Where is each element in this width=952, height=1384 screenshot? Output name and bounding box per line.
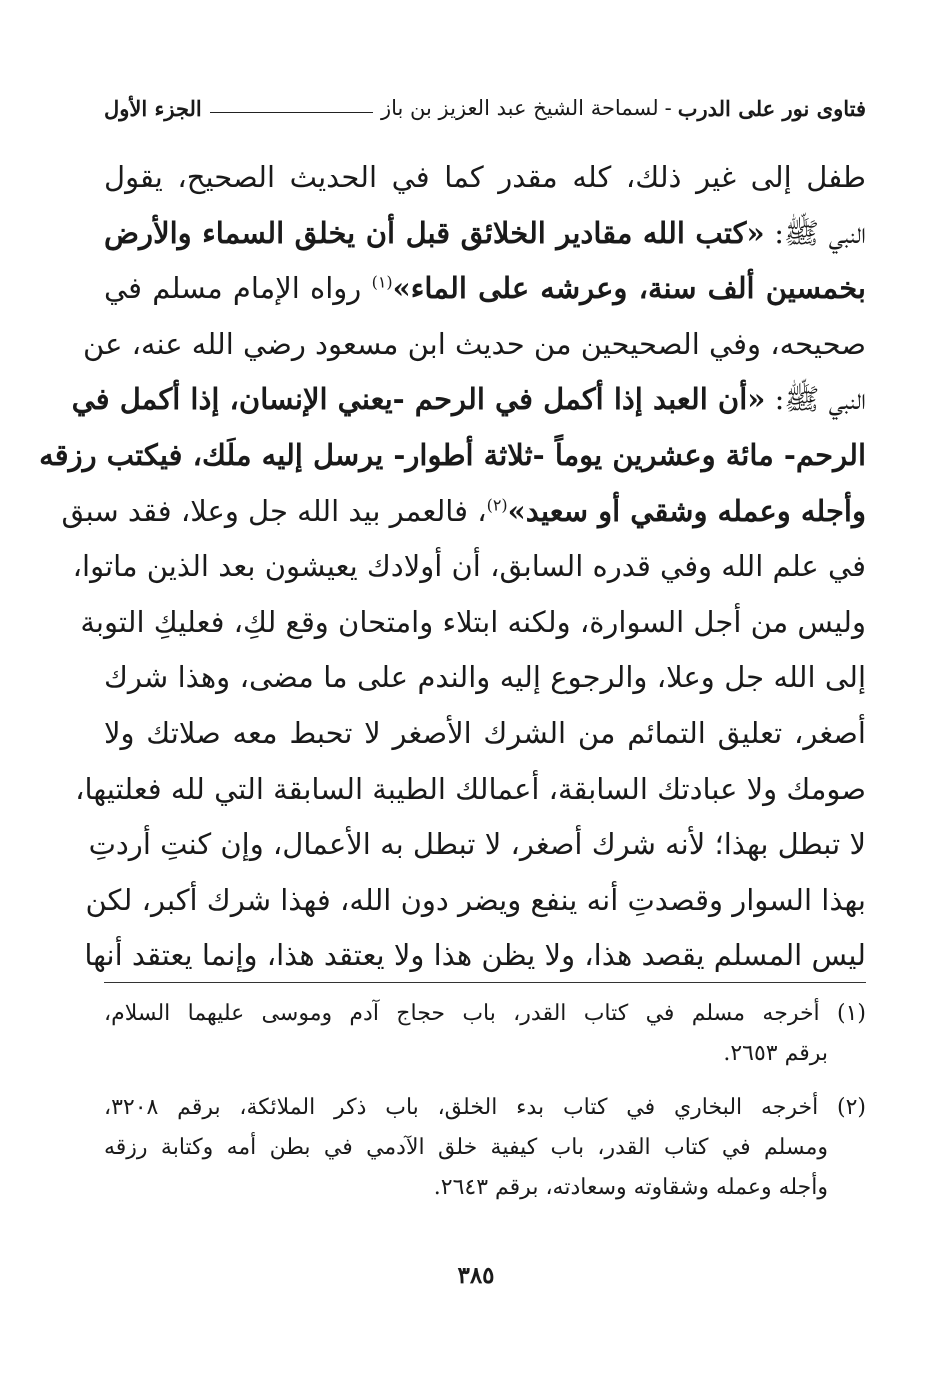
text-segment: وليس من أجل السوارة، ولكنه ابتلاء وامتحان وقع لكِ، فعليكِ التوبة: [80, 604, 866, 639]
author-credit: لسماحة الشيخ عبد العزيز بن باز: [380, 96, 659, 120]
text-line: [71, 372, 866, 428]
volume-label: الجزء الأول: [104, 95, 202, 121]
text-segment: إلى الله جل وعلا، والرجوع إليه والندم على ما مضى، وهذا شرك: [104, 660, 866, 695]
running-header: [104, 92, 866, 124]
text-segment: النبي ﷺ:: [764, 215, 867, 250]
text-segment: أصغر، تعليق التمائم من الشرك الأصغر لا تحبط معه صلاتك ولا: [104, 715, 866, 750]
text-segment: لا تبطل بهذا؛ لأنه شرك أصغر، لا تبطل به الأعمال، وإن كنتِ أردتِ: [88, 827, 866, 862]
footnote-line: برقم ٢٦٥٣.: [723, 1041, 828, 1066]
text-segment: صحيحه، وفي الصحيحين من حديث ابن مسعود رضي الله عنه، عن: [83, 326, 866, 361]
series-title: فتاوى نور على الدرب: [677, 95, 866, 121]
text-line: [72, 539, 866, 595]
footnote-line: (٢) أخرجه البخاري في كتاب بدء الخلق، باب ذكر الملائكة، برقم ٣٢٠٨،: [104, 1095, 866, 1120]
text-segment: النبي ﷺ:: [765, 382, 866, 417]
footnote-line: وأجله وعمله وشقاوته وسعادته، برقم ٢٦٤٣.: [433, 1175, 828, 1200]
hadith-quote: بخمسين ألف سنة، وعرشه على الماء»: [392, 271, 866, 306]
main-text: [39, 150, 867, 984]
footnote-line: (١) أخرجه مسلم في كتاب القدر، باب حجاج آدم وموسى عليهما السلام،: [104, 1001, 866, 1026]
text-line: [39, 428, 866, 484]
text-line: [88, 817, 866, 873]
text-line: [83, 317, 866, 373]
header-rule: [210, 112, 373, 113]
footnotes: [104, 994, 866, 1222]
text-segment: في علم الله وفي قدره السابق، أن أولادك يعيشون بعد الذين ماتوا،: [72, 549, 866, 584]
text-line: [61, 484, 866, 540]
text-segment: رواه الإمام مسلم في: [104, 271, 372, 306]
footnote: [104, 1088, 866, 1208]
hadith-quote: «أن العبد إذا أكمل في الرحم -يعني الإنسان، إذا أكمل في: [71, 382, 766, 417]
text-segment: ، فالعمر بيد الله جل وعلا، فقد سبق: [61, 493, 487, 528]
hadith-quote: «كتب الله مقادير الخلائق قبل أن يخلق السماء والأرض: [104, 215, 765, 250]
text-line: [104, 261, 866, 317]
text-line: [80, 595, 866, 651]
footnote-line: ومسلم في كتاب القدر، باب كيفية خلق الآدمي في بطن أمه وكتابة رزقه: [104, 1135, 828, 1160]
text-segment: بهذا السوار وقصدتِ أنه ينفع ويضر دون الله، فهذا شرك أكبر، لكن: [85, 882, 866, 917]
text-segment: ليس المسلم يقصد هذا، ولا يظن هذا ولا يعتقد هذا، وإنما يعتقد أنها: [84, 938, 866, 973]
page-number: ٣٨٥: [457, 1262, 495, 1289]
text-line: [104, 706, 866, 762]
footnote-separator: [104, 982, 866, 983]
text-line: [85, 873, 866, 929]
footnote: [104, 994, 866, 1074]
hadith-quote: الرحم- مائة وعشرين يوماً -ثلاثة أطوار- يرسل إليه ملَك، فيكتب رزقه: [39, 437, 866, 472]
text-segment: طفل إلى غير ذلك، كله مقدر كما في الحديث الصحيح، يقول: [104, 160, 866, 194]
header-separator: -: [664, 96, 672, 120]
text-line: [84, 928, 866, 984]
text-line: [104, 206, 866, 262]
text-line: [104, 650, 866, 706]
footnote-marker: (١): [371, 272, 393, 292]
footnote-marker: (٢): [486, 494, 508, 514]
hadith-quote: وأجله وعمله وشقي أو سعيد»: [507, 493, 866, 528]
text-line: [104, 150, 866, 206]
text-line: [75, 762, 866, 818]
text-segment: صومك ولا عبادتك السابقة، أعمالك الطيبة السابقة التي لله فعلتيها،: [75, 771, 866, 806]
